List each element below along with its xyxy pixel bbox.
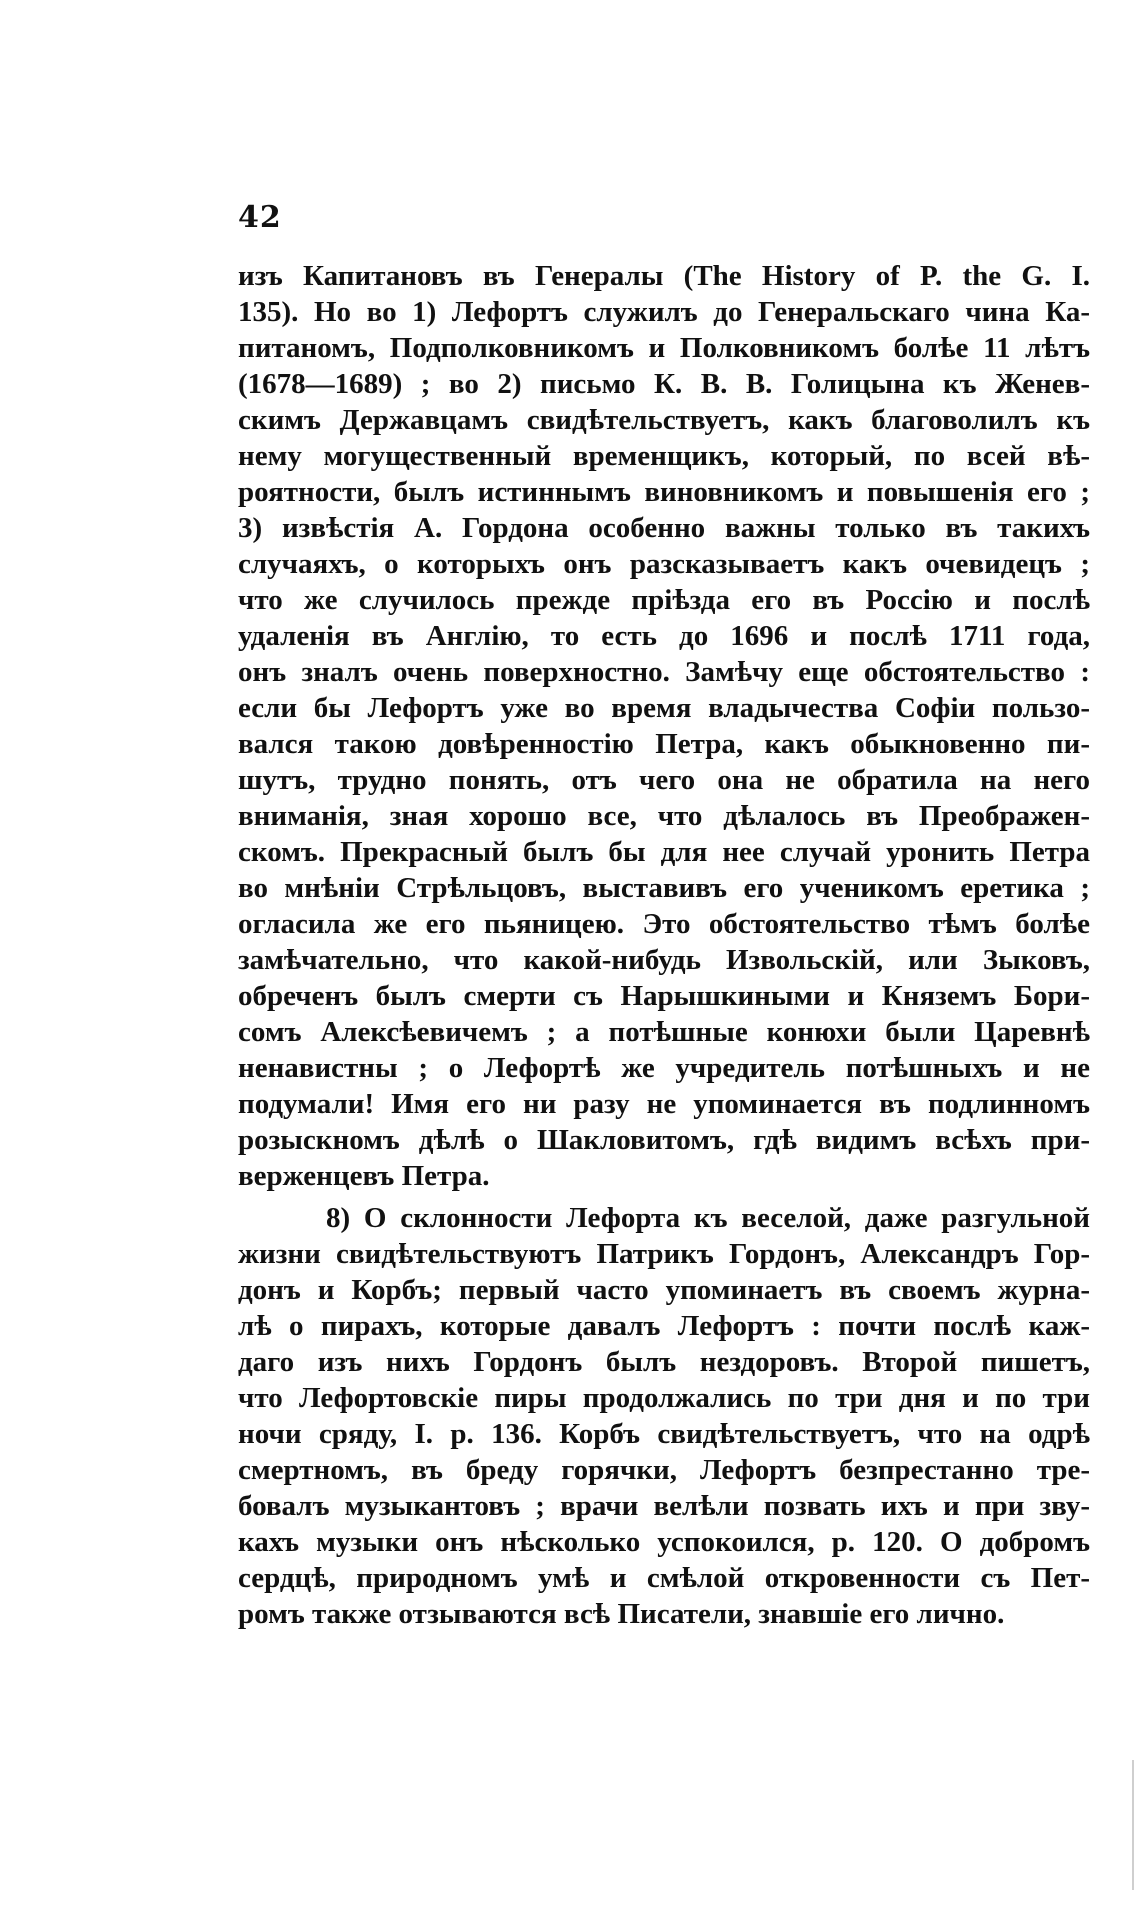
text-line: верженцевъ Петра. [238,1160,490,1192]
text-line: ночи сряду, I. p. 136. Корбъ свидѣтельствуетъ, что на одрѣ [238,1418,1090,1450]
text-line: даго изъ нихъ Гордонъ былъ нездоровъ. Второй пишетъ, [238,1346,1090,1378]
text-line: нему могущественный временщикъ, который, по всей вѣ- [238,440,1090,472]
text-line: случаяхъ, о которыхъ онъ разсказываетъ какъ очевидецъ ; [238,548,1090,580]
text-line: скимъ Державцамъ свидѣтельствуетъ, какъ благоволилъ къ [238,404,1090,436]
text-line: роятности, былъ истиннымъ виновникомъ и повышенія его ; [238,476,1090,508]
text-line: шутъ, трудно понять, отъ чего она не обратила на него [238,764,1090,796]
page-number: 42 [238,200,282,235]
text-line: изъ Капитановъ въ Генералы (The History of P. the G. I. [238,260,1090,292]
text-line: вался такою довѣренностію Петра, какъ обыкновенно пи- [238,728,1090,760]
text-line: питаномъ, Подполковникомъ и Полковникомъ болѣе 11 лѣтъ [238,332,1090,364]
text-line: 135). Но во 1) Лефортъ служилъ до Генеральскаго чина Ка- [238,296,1090,328]
text-line: кахъ музыки онъ нѣсколько успокоился, p. 120. О добромъ [238,1526,1090,1558]
text-line: смертномъ, въ бреду горячки, Лефортъ безпрестанно тре- [238,1454,1090,1486]
text-line: огласила же его пьяницею. Это обстоятельство тѣмъ болѣе [238,908,1090,940]
text-line: замѣчательно, что какой-нибудь Извольскій, или Зыковъ, [238,944,1090,976]
text-line: что же случилось прежде пріѣзда его въ Россію и послѣ [238,584,1090,616]
text-line: если бы Лефортъ уже во время владычества Софіи пользо- [238,692,1090,724]
text-line: 3) извѣстія А. Гордона особенно важны только въ такихъ [238,512,1090,544]
text-line: скомъ. Прекрасный былъ бы для нее случай уронить Петра [238,836,1090,868]
text-line: сердцѣ, природномъ умѣ и смѣлой откровенности съ Пет- [238,1562,1090,1594]
text-line: во мнѣніи Стрѣльцовъ, выставивъ его ученикомъ еретика ; [238,872,1090,904]
text-line: что Лефортовскіе пиры продолжались по три дня и по три [238,1382,1090,1414]
text-line: удаленія въ Англію, то есть до 1696 и послѣ 1711 года, [238,620,1090,652]
paragraph-1 [238,258,1090,1194]
paragraph-2 [238,1200,1090,1632]
text-line: лѣ о пирахъ, которые давалъ Лефортъ : почти послѣ каж- [238,1310,1090,1342]
text-line: донъ и Корбъ; первый часто упоминаетъ въ своемъ журна- [238,1274,1090,1306]
text-line: ромъ также отзываются всѣ Писатели, знавшіе его лично. [238,1598,1005,1630]
text-line: (1678—1689) ; во 2) письмо К. В. В. Голицына къ Женев- [238,368,1090,400]
text-line: ненавистны ; о Лефортѣ же учредитель потѣшныхъ и не [238,1052,1090,1084]
text-line: обреченъ былъ смерти съ Нарышкиными и Княземъ Бори- [238,980,1090,1012]
text-line: онъ зналъ очень поверхностно. Замѣчу еще обстоятельство : [238,656,1090,688]
scan-edge-mark [1132,1760,1134,1890]
text-line: вниманія, зная хорошо все, что дѣлалось въ Преображен- [238,800,1090,832]
text-line: 8) О склонности Лефорта къ веселой, даже разгульной [326,1202,1090,1234]
text-line: подумали! Имя его ни разу не упоминается въ подлинномъ [238,1088,1090,1120]
text-line: жизни свидѣтельствуютъ Патрикъ Гордонъ, Александръ Гор- [238,1238,1090,1270]
text-line: розыскномъ дѣлѣ о Шакловитомъ, гдѣ видимъ всѣхъ при- [238,1124,1090,1156]
text-line: бовалъ музыкантовъ ; врачи велѣли позвать ихъ и при зву- [238,1490,1090,1522]
body-text [238,258,1090,1632]
text-line: сомъ Алексѣевичемъ ; а потѣшные конюхи были Царевнѣ [238,1016,1090,1048]
